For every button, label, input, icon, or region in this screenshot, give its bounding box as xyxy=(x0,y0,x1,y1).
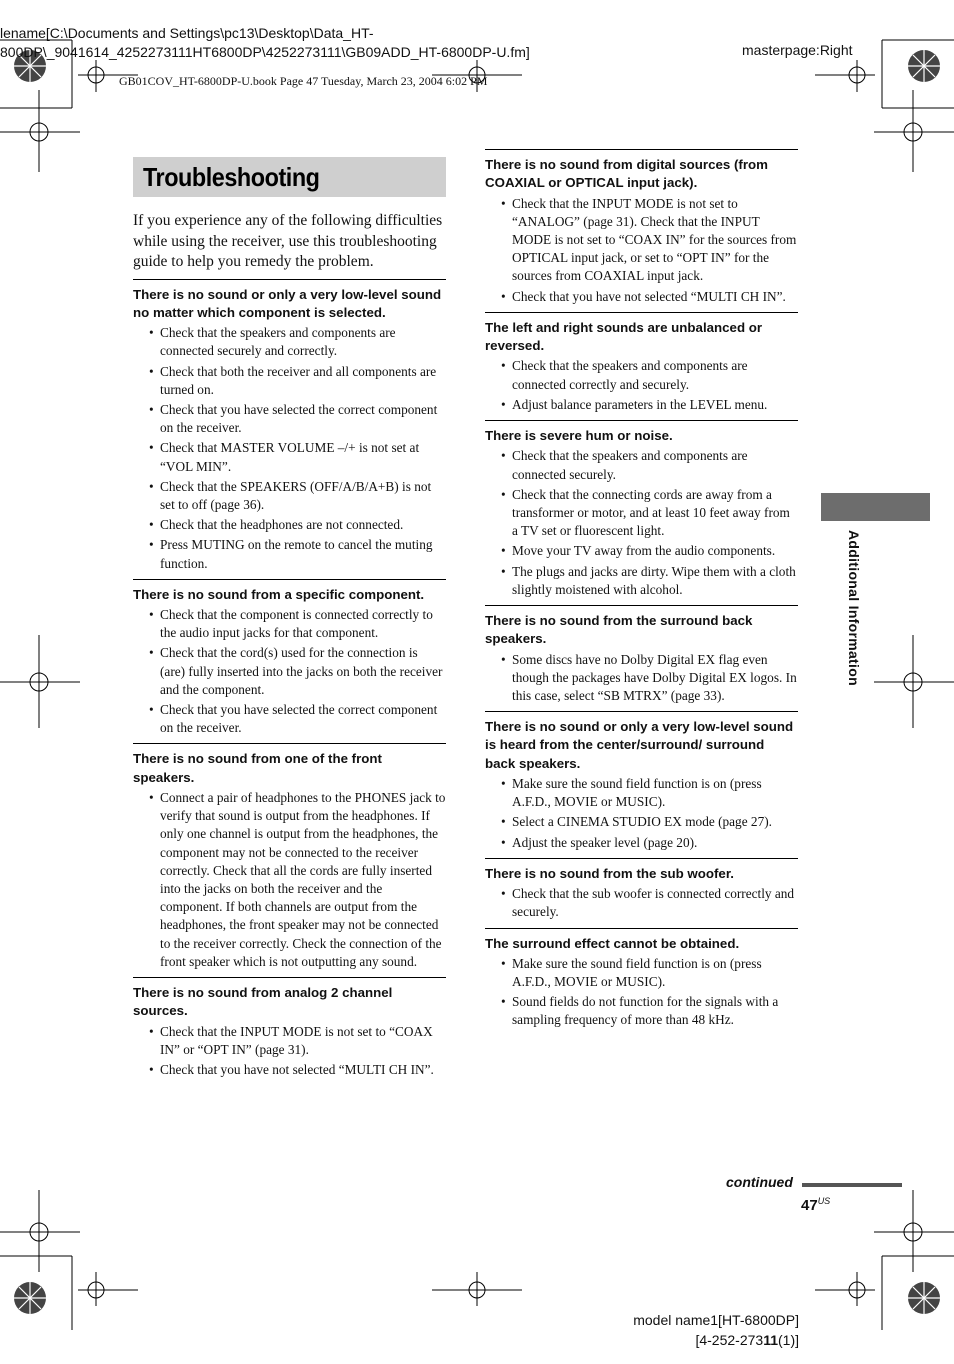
trouble-section xyxy=(485,149,798,306)
model-code-a: [4-252-273 xyxy=(695,1332,764,1348)
model-line-1: model name1[HT-6800DP] xyxy=(633,1312,799,1328)
section-heading: There is no sound from the sub woofer. xyxy=(485,865,734,881)
bullet-list xyxy=(485,885,798,921)
trouble-section xyxy=(485,420,798,599)
list-item: • Some discs have no Dolby Digital EX flag even though the packages have Dolby Digital EX logos. In this case, select “SB MTRX” (page 33). xyxy=(485,651,798,706)
section-heading: There is no sound from a specific component. xyxy=(133,586,425,602)
list-item: • Make sure the sound field function is on (press A.F.D., MOVIE or MUSIC). xyxy=(485,955,798,991)
list-item: • Check that you have not selected “MULTI CH IN”. xyxy=(133,1061,446,1079)
page-title-box xyxy=(133,157,446,197)
list-item: • Check that MASTER VOLUME –/+ is not set at “VOL MIN”. xyxy=(133,439,446,475)
bullet-list xyxy=(485,775,798,852)
bullet-list xyxy=(485,447,798,599)
list-item: • Check that the INPUT MODE is not set to “COAX IN” or “OPT IN” (page 31). xyxy=(133,1023,446,1059)
list-item: • Check that the speakers and components are connected securely. xyxy=(485,447,798,483)
section-heading: There is no sound from one of the front speakers. xyxy=(133,751,382,785)
list-item: • Check that the connecting cords are away from a transformer or motor, and at least 10 feet away from a TV set or fluorescent light. xyxy=(485,486,798,541)
bullet-list xyxy=(485,955,798,1030)
trouble-section xyxy=(485,711,798,852)
section-heading: The surround effect cannot be obtained. xyxy=(485,935,740,951)
model-line-2 xyxy=(633,1330,799,1350)
side-tab-bar xyxy=(821,493,930,521)
trouble-section xyxy=(133,579,446,738)
left-column xyxy=(133,157,446,1085)
list-item: • Check that the speakers and components are connected correctly and securely. xyxy=(485,357,798,393)
filename-line-1: lename[C:\Documents and Settings\pc13\Desktop\Data_HT- xyxy=(0,25,374,41)
bullet-list xyxy=(133,324,446,573)
list-item: • Check that the headphones are not connected. xyxy=(133,516,446,534)
bullet-list xyxy=(133,606,446,737)
list-item: • Select a CINEMA STUDIO EX mode (page 27). xyxy=(485,813,798,831)
masterpage-label: masterpage:Right xyxy=(742,42,853,58)
list-item: • Check that the SPEAKERS (OFF/A/B/A+B) is not set to off (page 36). xyxy=(133,478,446,514)
page-number-suffix: US xyxy=(817,1196,831,1206)
list-item: • Adjust the speaker level (page 20). xyxy=(485,834,798,852)
section-heading: There is no sound from digital sources (from COAXIAL or OPTICAL input jack). xyxy=(485,157,768,191)
model-code-b: 11 xyxy=(763,1332,778,1348)
trouble-section xyxy=(485,312,798,414)
bullet-list xyxy=(133,1023,446,1080)
trouble-section xyxy=(133,743,446,971)
bullet-list xyxy=(485,357,798,414)
section-heading: There is no sound from analog 2 channel sources. xyxy=(133,985,393,1019)
continued-bar xyxy=(802,1183,902,1187)
list-item: • The plugs and jacks are dirty. Wipe them with a cloth slightly moistened with alcohol. xyxy=(485,563,798,599)
list-item: • Move your TV away from the audio components. xyxy=(485,542,798,560)
section-heading: There is severe hum or noise. xyxy=(485,428,673,444)
list-item: • Check that the cord(s) used for the connection is (are) fully inserted into the jacks on both the receiver and the component. xyxy=(133,644,446,699)
left-sections xyxy=(133,279,446,1080)
list-item: • Sound fields do not function for the signals with a sampling frequency of more than 48 kHz. xyxy=(485,993,798,1029)
list-item: • Check that both the receiver and all components are turned on. xyxy=(133,363,446,399)
section-heading: There is no sound or only a very low-level sound no matter which component is selected. xyxy=(133,286,442,320)
list-item: • Connect a pair of headphones to the PHONES jack to verify that sound is output from the headphones. If only one channel is output from the headphones, the component may not be connected to the receiver correctly. Check that all the cords are fully inserted into the jacks on both the receiver and the component. If both channels are output from the headphones, the front speaker may not be connected to the receiver correctly. Check the connection of the front speaker which is not outputting any sound. xyxy=(133,789,446,971)
trouble-section xyxy=(485,605,798,705)
list-item: • Check that the INPUT MODE is not set to “ANALOG” (page 31). Check that the INPUT MODE is not set to “COAX IN” for the sources from OPTICAL input jack, or set to “OPT IN” for the sources from COAXIAL input jack. xyxy=(485,195,798,286)
section-heading: The left and right sounds are unbalanced or reversed. xyxy=(485,319,763,354)
trouble-section xyxy=(485,858,798,922)
list-item: • Adjust balance parameters in the LEVEL menu. xyxy=(485,396,798,414)
book-info-line: GB01COV_HT-6800DP-U.book Page 47 Tuesday, March 23, 2004 6:02 PM xyxy=(119,74,488,88)
trouble-section xyxy=(133,279,446,573)
right-sections xyxy=(485,149,798,1030)
intro-paragraph: If you experience any of the following difficulties while using the receiver, use this troubleshooting guide to help you remedy the problem. xyxy=(133,212,443,270)
model-code-c: (1)] xyxy=(778,1332,799,1348)
filename-line-2: 800DP\_9041614_4252273111HT6800DP\4252273111\GB09ADD_HT-6800DP-U.fm] xyxy=(0,44,530,60)
list-item: • Check that you have selected the correct component on the receiver. xyxy=(133,701,446,737)
list-item: • Check that you have not selected “MULTI CH IN”. xyxy=(485,288,798,306)
section-heading: There is no sound or only a very low-level sound is heard from the center/surround/ surround back speakers. xyxy=(485,719,794,771)
list-item: • Check that the speakers and components are connected securely and correctly. xyxy=(133,324,446,360)
continued-label: continued xyxy=(726,1174,793,1190)
right-column xyxy=(485,149,798,1036)
list-item: • Check that the sub woofer is connected correctly and securely. xyxy=(485,885,798,921)
bullet-list xyxy=(485,651,798,706)
list-item: • Make sure the sound field function is on (press A.F.D., MOVIE or MUSIC). xyxy=(485,775,798,811)
page-number xyxy=(801,1196,830,1214)
model-info xyxy=(633,1310,799,1350)
trouble-section xyxy=(485,928,798,1030)
trouble-section xyxy=(133,977,446,1079)
side-tab-label: Additional Information xyxy=(846,530,862,686)
bullet-list xyxy=(485,195,798,306)
list-item: • Press MUTING on the remote to cancel the muting function. xyxy=(133,536,446,572)
page-number-value: 47 xyxy=(801,1197,818,1214)
bullet-list xyxy=(133,789,446,971)
section-heading: There is no sound from the surround back speakers. xyxy=(485,612,753,647)
list-item: • Check that the component is connected correctly to the audio input jacks for that component. xyxy=(133,606,446,642)
list-item: • Check that you have selected the correct component on the receiver. xyxy=(133,401,446,437)
page-title: Troubleshooting xyxy=(143,161,320,192)
